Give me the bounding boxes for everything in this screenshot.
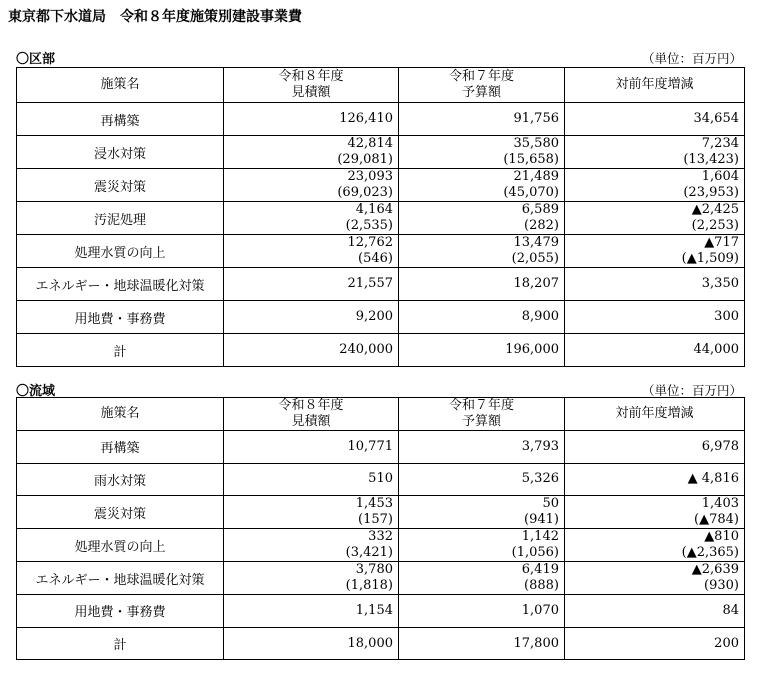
amount-value: 332 (368, 529, 393, 545)
policy-name: 震災対策 (17, 169, 224, 202)
section-name: 〇流域 (16, 384, 56, 399)
sub-amount-value: (930) (704, 578, 739, 594)
amount-value: ▲ 4,816 (687, 471, 739, 487)
section-name: 〇区部 (16, 52, 56, 67)
r8-estimate-cell (224, 431, 399, 464)
policy-name: 計 (17, 627, 224, 660)
r8-estimate-cell (224, 202, 399, 235)
amount-value: 3,350 (701, 276, 739, 291)
table-row (17, 562, 745, 595)
amount-value: 240,000 (339, 342, 393, 357)
amount-value: 4,164 (355, 202, 393, 217)
sub-amount-value: (29,081) (337, 152, 393, 167)
sub-amount-value: (13,423) (683, 152, 739, 167)
r8-estimate-cell (224, 169, 399, 202)
table-row (17, 529, 745, 562)
amount-value: 50 (542, 496, 559, 512)
amount-value: 8,900 (521, 309, 559, 324)
yoy-change-cell (565, 235, 745, 268)
r7-budget-cell (399, 463, 565, 496)
sub-amount-value: (▲784) (694, 512, 739, 528)
policy-name: 処理水質の向上 (17, 529, 224, 562)
amount-value: 44,000 (693, 342, 739, 357)
r8-estimate-cell (224, 301, 399, 334)
table-row (17, 136, 745, 169)
sub-amount-value: (546) (358, 251, 393, 266)
r7-budget-cell (399, 169, 565, 202)
yoy-change-cell (565, 301, 745, 334)
r7-budget-cell (399, 103, 565, 136)
policy-name: 汚泥処理 (17, 202, 224, 235)
amount-value: 42,814 (347, 136, 393, 151)
amount-value: 196,000 (505, 342, 559, 357)
yoy-change-cell (565, 136, 745, 169)
r8-estimate-cell (224, 595, 399, 628)
sub-amount-value: (3,421) (345, 545, 393, 561)
sub-amount-value: (69,023) (337, 185, 393, 200)
amount-value: 510 (368, 471, 393, 487)
amount-value: ▲2,639 (691, 562, 739, 578)
unit-label: （単位：百万円） (641, 383, 742, 398)
header-yoy-change: 対前年度増減 (565, 398, 745, 431)
sub-amount-value: (▲2,365) (681, 545, 739, 561)
table-row (17, 103, 745, 136)
policy-name: 再構築 (17, 431, 224, 464)
amount-value: 6,589 (521, 202, 559, 217)
sub-amount-value: (2,253) (691, 218, 739, 233)
r7-budget-cell (399, 627, 565, 660)
table-row (17, 301, 745, 334)
yoy-change-cell (565, 334, 745, 367)
policy-name: エネルギー・地球温暖化対策 (17, 268, 224, 301)
amount-value: 1,453 (355, 496, 393, 512)
r8-estimate-cell (224, 334, 399, 367)
header-r7-budget: 令和７年度 予算額 (399, 398, 565, 431)
yoy-change-cell (565, 595, 745, 628)
amount-value: 6,419 (521, 562, 559, 578)
amount-value: 3,793 (521, 438, 559, 454)
amount-value: 1,070 (521, 602, 559, 618)
r8-estimate-cell (224, 627, 399, 660)
r7-budget-cell (399, 235, 565, 268)
r7-budget-cell (399, 268, 565, 301)
amount-value: 5,326 (521, 471, 559, 487)
sub-amount-value: (2,535) (345, 218, 393, 233)
amount-value: 1,142 (521, 529, 559, 545)
header-r8-estimate: 令和８年度 見積額 (224, 68, 399, 103)
amount-value: 10,771 (347, 438, 393, 454)
r7-budget-cell (399, 202, 565, 235)
yoy-change-cell (565, 627, 745, 660)
amount-value: 12,762 (347, 235, 393, 250)
r7-budget-cell (399, 562, 565, 595)
amount-value: 18,000 (347, 635, 393, 651)
r7-budget-cell (399, 595, 565, 628)
amount-value: 91,756 (513, 111, 559, 126)
amount-value: 23,093 (347, 169, 393, 184)
section-header-ryuiki (16, 380, 744, 398)
sub-amount-value: (888) (524, 578, 559, 594)
header-yoy-change: 対前年度増減 (565, 68, 745, 103)
amount-value: ▲2,425 (691, 202, 739, 217)
amount-value: 9,200 (355, 309, 393, 324)
amount-value: 13,479 (513, 235, 559, 250)
r7-budget-cell (399, 496, 565, 529)
table-row (17, 595, 745, 628)
sub-amount-value: (45,070) (503, 185, 559, 200)
table-row (17, 202, 745, 235)
amount-value: 6,978 (701, 438, 739, 454)
sub-amount-value: (15,658) (503, 152, 559, 167)
yoy-change-cell (565, 496, 745, 529)
budget-table-kubu (16, 67, 745, 367)
r8-estimate-cell (224, 235, 399, 268)
amount-value: 18,207 (513, 276, 559, 291)
r8-estimate-cell (224, 562, 399, 595)
table-row (17, 235, 745, 268)
header-r7-budget: 令和７年度 予算額 (399, 68, 565, 103)
amount-value: 1,403 (701, 496, 739, 512)
sub-amount-value: (23,953) (683, 185, 739, 200)
yoy-change-cell (565, 103, 745, 136)
policy-name: 処理水質の向上 (17, 235, 224, 268)
r8-estimate-cell (224, 103, 399, 136)
yoy-change-cell (565, 169, 745, 202)
r7-budget-cell (399, 334, 565, 367)
policy-name: エネルギー・地球温暖化対策 (17, 562, 224, 595)
table-row (17, 463, 745, 496)
table-header-row (17, 68, 745, 103)
sub-amount-value: (157) (358, 512, 393, 528)
policy-name: 用地費・事務費 (17, 301, 224, 334)
budget-table-ryuiki (16, 397, 745, 660)
yoy-change-cell (565, 562, 745, 595)
unit-label: （単位：百万円） (641, 51, 742, 66)
r7-budget-cell (399, 136, 565, 169)
amount-value: 7,234 (701, 136, 739, 151)
r7-budget-cell (399, 301, 565, 334)
sub-amount-value: (▲1,509) (681, 251, 739, 266)
r8-estimate-cell (224, 463, 399, 496)
amount-value: 126,410 (339, 111, 393, 126)
policy-name: 計 (17, 334, 224, 367)
amount-value: 35,580 (513, 136, 559, 151)
sub-amount-value: (1,818) (345, 578, 393, 594)
table-row (17, 431, 745, 464)
header-policy-name: 施策名 (17, 398, 224, 431)
policy-name: 浸水対策 (17, 136, 224, 169)
yoy-change-cell (565, 431, 745, 464)
amount-value: 1,604 (701, 169, 739, 184)
amount-value: 300 (714, 309, 739, 324)
policy-name: 震災対策 (17, 496, 224, 529)
table-row (17, 169, 745, 202)
r8-estimate-cell (224, 496, 399, 529)
r7-budget-cell (399, 431, 565, 464)
yoy-change-cell (565, 202, 745, 235)
amount-value: ▲717 (704, 235, 739, 250)
sub-amount-value: (2,055) (511, 251, 559, 266)
amount-value: 1,154 (355, 602, 393, 618)
table-row (17, 627, 745, 660)
table-row (17, 334, 745, 367)
table-row (17, 268, 745, 301)
r7-budget-cell (399, 529, 565, 562)
amount-value: 17,800 (513, 635, 559, 651)
sub-amount-value: (941) (524, 512, 559, 528)
table-header-row (17, 398, 745, 431)
r8-estimate-cell (224, 268, 399, 301)
amount-value: ▲810 (704, 529, 739, 545)
policy-name: 雨水対策 (17, 463, 224, 496)
amount-value: 21,557 (347, 276, 393, 291)
sub-amount-value: (1,056) (511, 545, 559, 561)
policy-name: 用地費・事務費 (17, 595, 224, 628)
policy-name: 再構築 (17, 103, 224, 136)
yoy-change-cell (565, 529, 745, 562)
header-policy-name: 施策名 (17, 68, 224, 103)
amount-value: 200 (714, 635, 739, 651)
section-header-kubu (16, 48, 744, 66)
amount-value: 3,780 (355, 562, 393, 578)
r8-estimate-cell (224, 529, 399, 562)
sub-amount-value: (282) (524, 218, 559, 233)
table-row (17, 496, 745, 529)
header-r8-estimate: 令和８年度 見積額 (224, 398, 399, 431)
amount-value: 84 (722, 602, 739, 618)
yoy-change-cell (565, 463, 745, 496)
yoy-change-cell (565, 268, 745, 301)
amount-value: 21,489 (513, 169, 559, 184)
document-title: 東京都下水道局 令和８年度施策別建設事業費 (8, 9, 302, 25)
r8-estimate-cell (224, 136, 399, 169)
amount-value: 34,654 (693, 111, 739, 126)
